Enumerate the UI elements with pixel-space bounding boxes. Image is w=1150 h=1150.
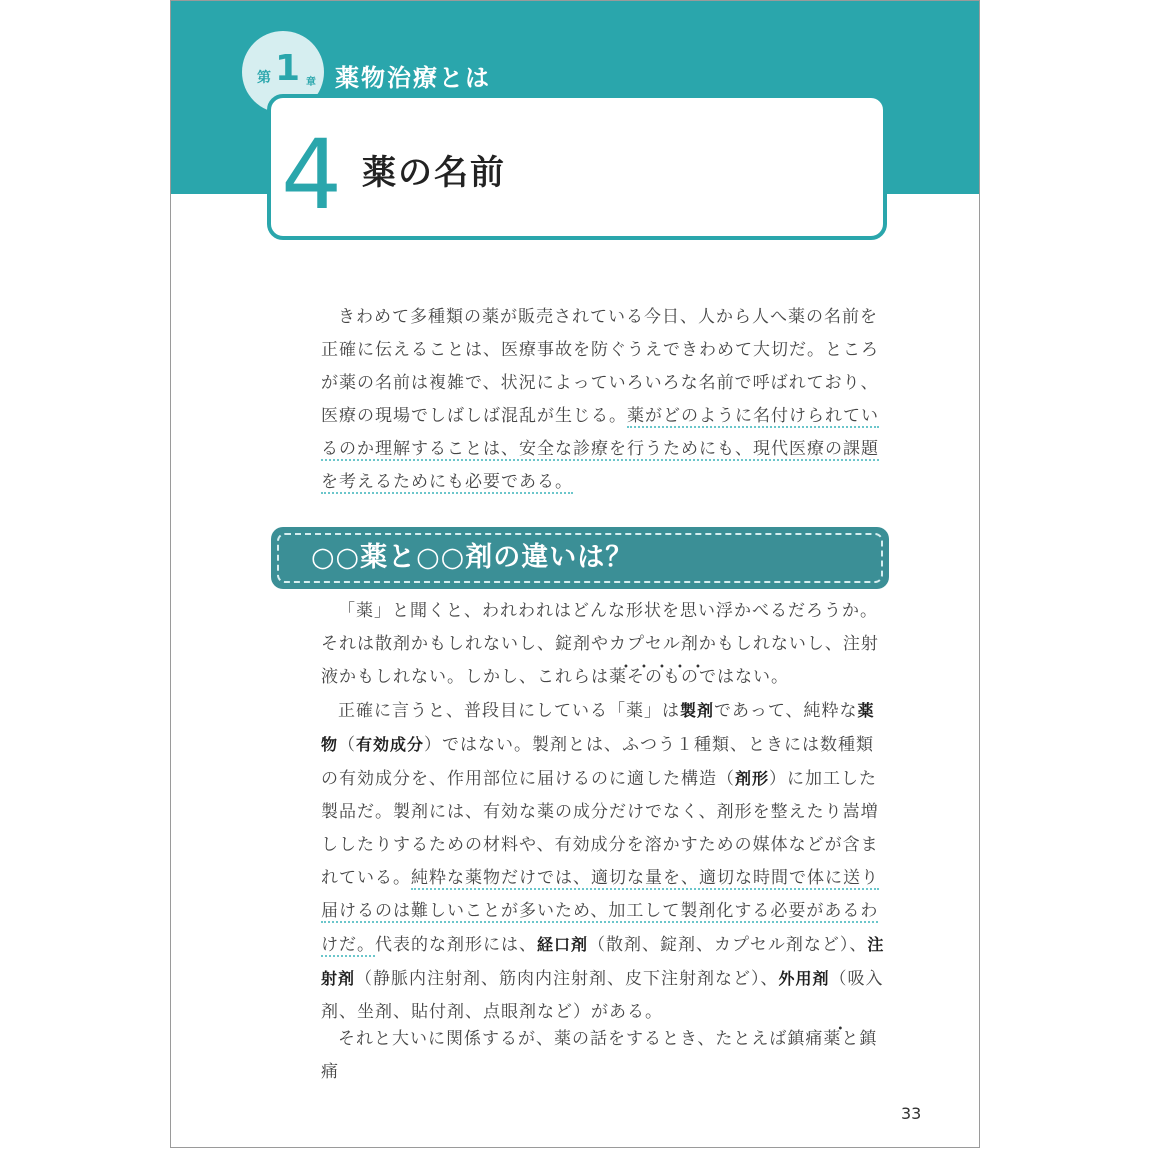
paragraph-text: であって、純粋な	[714, 701, 858, 721]
chapter-suffix: 章	[306, 77, 316, 88]
paragraph-text: 「薬」と聞くと、われわれはどんな形状を思い浮かべるだろうか。それは散剤かもしれないし、錠剤やカプセル剤かもしれないし、注射液かもしれない。しかし、これらは	[321, 601, 879, 687]
book-page	[170, 0, 980, 1148]
intro-underlined-text: 薬がどのように名付けられているのか理解することは、安全な診療を行うためにも、現代医療の課題を考えるためにも必要である。	[321, 406, 879, 492]
paragraph-text: それと大いに関係するが、薬の話をするとき、たとえば鎮痛	[338, 1029, 824, 1049]
subheading-text: ○○薬と○○剤の違いは？	[311, 542, 634, 573]
section-number: 4	[281, 119, 343, 231]
intro-text: きわめて多種類の薬が販売されている今日、人から人へ薬の名前を正確に伝えることは、医療事故を防ぐうえできわめて大切だ。ところが薬の名前は複雑で、状況によっていろいろな名前で呼ばれており、医療の現場でしばしば混乱が生じる。	[321, 307, 879, 426]
emphasis-char: の	[681, 667, 699, 687]
paragraph-text: と鎮痛	[321, 1029, 878, 1082]
section-title-card	[267, 94, 887, 240]
paragraph-text: （吸入剤、坐剤、貼付剤、点眼剤など）がある。	[321, 969, 884, 1022]
paragraph-text: ）に加工した製品だ。製剤には、有効な薬の成分だけでなく、剤形を整えたり嵩増ししたりするための材料や、有効成分を溶かすための媒体などが含まれている。	[321, 769, 879, 888]
keyword: 製剤	[680, 701, 715, 720]
chapter-title: 薬物治療とは	[335, 64, 491, 92]
keyword: 外用剤	[778, 969, 830, 988]
paragraph-text: 正確に言うと、普段目にしている「薬」は	[338, 701, 680, 721]
subheading-box	[271, 527, 889, 589]
keyword: 注射剤	[321, 935, 885, 988]
paragraph-text: （散剤、錠剤、カプセル剤など）、	[588, 935, 868, 955]
keyword: 有効成分	[356, 735, 425, 754]
keyword: 剤形	[735, 769, 770, 788]
chapter-number: 1	[275, 48, 301, 89]
paragraph-text: （	[338, 735, 357, 755]
section-title: 薬の名前	[362, 153, 506, 193]
paragraph-continued	[321, 1023, 891, 1082]
emphasis-char: も	[663, 667, 681, 687]
emphasis-char: の	[645, 667, 663, 687]
underlined-text: 純粋な薬物だけでは、適切な量を、適切な時間で体に送り届けるのは難しいことが多いため、加工して製剤化する必要があるわけだ。	[321, 868, 879, 955]
paragraph-formulation	[321, 694, 891, 1029]
emphasis-char: 薬	[609, 667, 627, 687]
paragraph-text: （静脈内注射剤、筋肉内注射剤、皮下注射剤など）、	[355, 969, 779, 989]
chapter-prefix: 第	[257, 70, 271, 86]
paragraph-text: 代表的な剤形には、	[375, 935, 537, 955]
emphasis-char: そ	[627, 667, 645, 687]
paragraph-text: ）ではない。製剤とは、ふつう１種類、ときには数種類の有効成分を、作用部位に届けるのに適した構造（	[321, 735, 875, 789]
paragraph-forms	[321, 595, 891, 694]
emphasis-char: 薬	[823, 1029, 842, 1049]
keyword: 薬物	[321, 701, 875, 754]
keyword: 経口剤	[537, 935, 589, 954]
page-number: 33	[901, 1104, 922, 1123]
paragraph-text: ではない。	[699, 667, 789, 687]
intro-paragraph	[321, 301, 891, 499]
